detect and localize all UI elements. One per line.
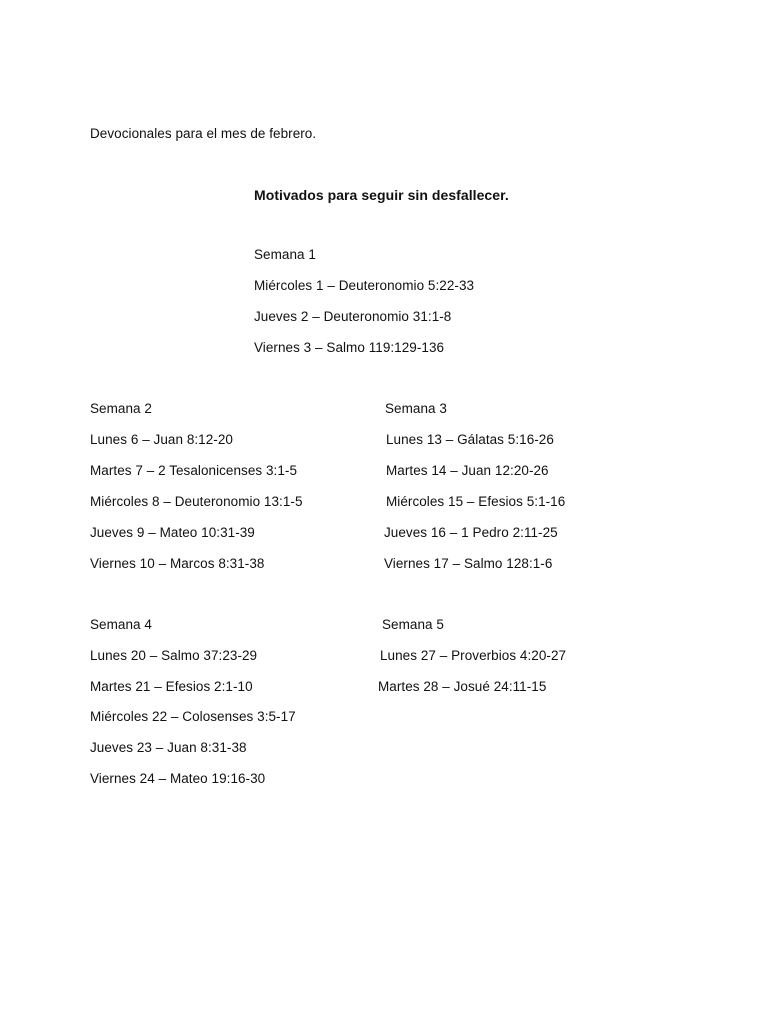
- week-2-item: Miércoles 8 – Deuteronomio 13:1-5: [90, 494, 303, 509]
- week-4-item: Lunes 20 – Salmo 37:23-29: [90, 648, 258, 663]
- week-1-item: Jueves 2 – Deuteronomio 31:1-8: [254, 309, 452, 324]
- week-3-heading: Semana 3: [385, 401, 447, 416]
- week-3-item: Martes 14 – Juan 12:20-26: [386, 463, 549, 478]
- week-5-heading: Semana 5: [382, 617, 444, 632]
- week-2-item: Lunes 6 – Juan 8:12-20: [90, 432, 233, 447]
- week-4-item: Miércoles 22 – Colosenses 3:5-17: [90, 709, 296, 724]
- week-5-item: Martes 28 – Josué 24:11-15: [378, 679, 547, 694]
- week-3-item: Viernes 17 – Salmo 128:1-6: [384, 556, 553, 571]
- intro-text: Devocionales para el mes de febrero.: [90, 126, 317, 141]
- week-4-item: Martes 21 – Efesios 2:1-10: [90, 679, 253, 694]
- week-1-heading: Semana 1: [254, 247, 316, 262]
- week-3-item: Miércoles 15 – Efesios 5:1-16: [386, 494, 566, 509]
- week-3-item: Jueves 16 – 1 Pedro 2:11-25: [384, 525, 558, 540]
- week-4-item: Jueves 23 – Juan 8:31-38: [90, 740, 247, 755]
- week-5-item: Lunes 27 – Proverbios 4:20-27: [380, 648, 567, 663]
- document-title: Motivados para seguir sin desfallecer.: [254, 187, 509, 203]
- week-2-item: Martes 7 – 2 Tesalonicenses 3:1-5: [90, 463, 298, 478]
- week-2-item: Viernes 10 – Marcos 8:31-38: [90, 556, 265, 571]
- week-1-item: Miércoles 1 – Deuteronomio 5:22-33: [254, 278, 475, 293]
- week-1-item: Viernes 3 – Salmo 119:129-136: [254, 340, 445, 355]
- week-4-item: Viernes 24 – Mateo 19:16-30: [90, 771, 266, 786]
- week-4-heading: Semana 4: [90, 617, 152, 632]
- week-2-heading: Semana 2: [90, 401, 152, 416]
- week-3-item: Lunes 13 – Gálatas 5:16-26: [386, 432, 554, 447]
- week-2-item: Jueves 9 – Mateo 10:31-39: [90, 525, 255, 540]
